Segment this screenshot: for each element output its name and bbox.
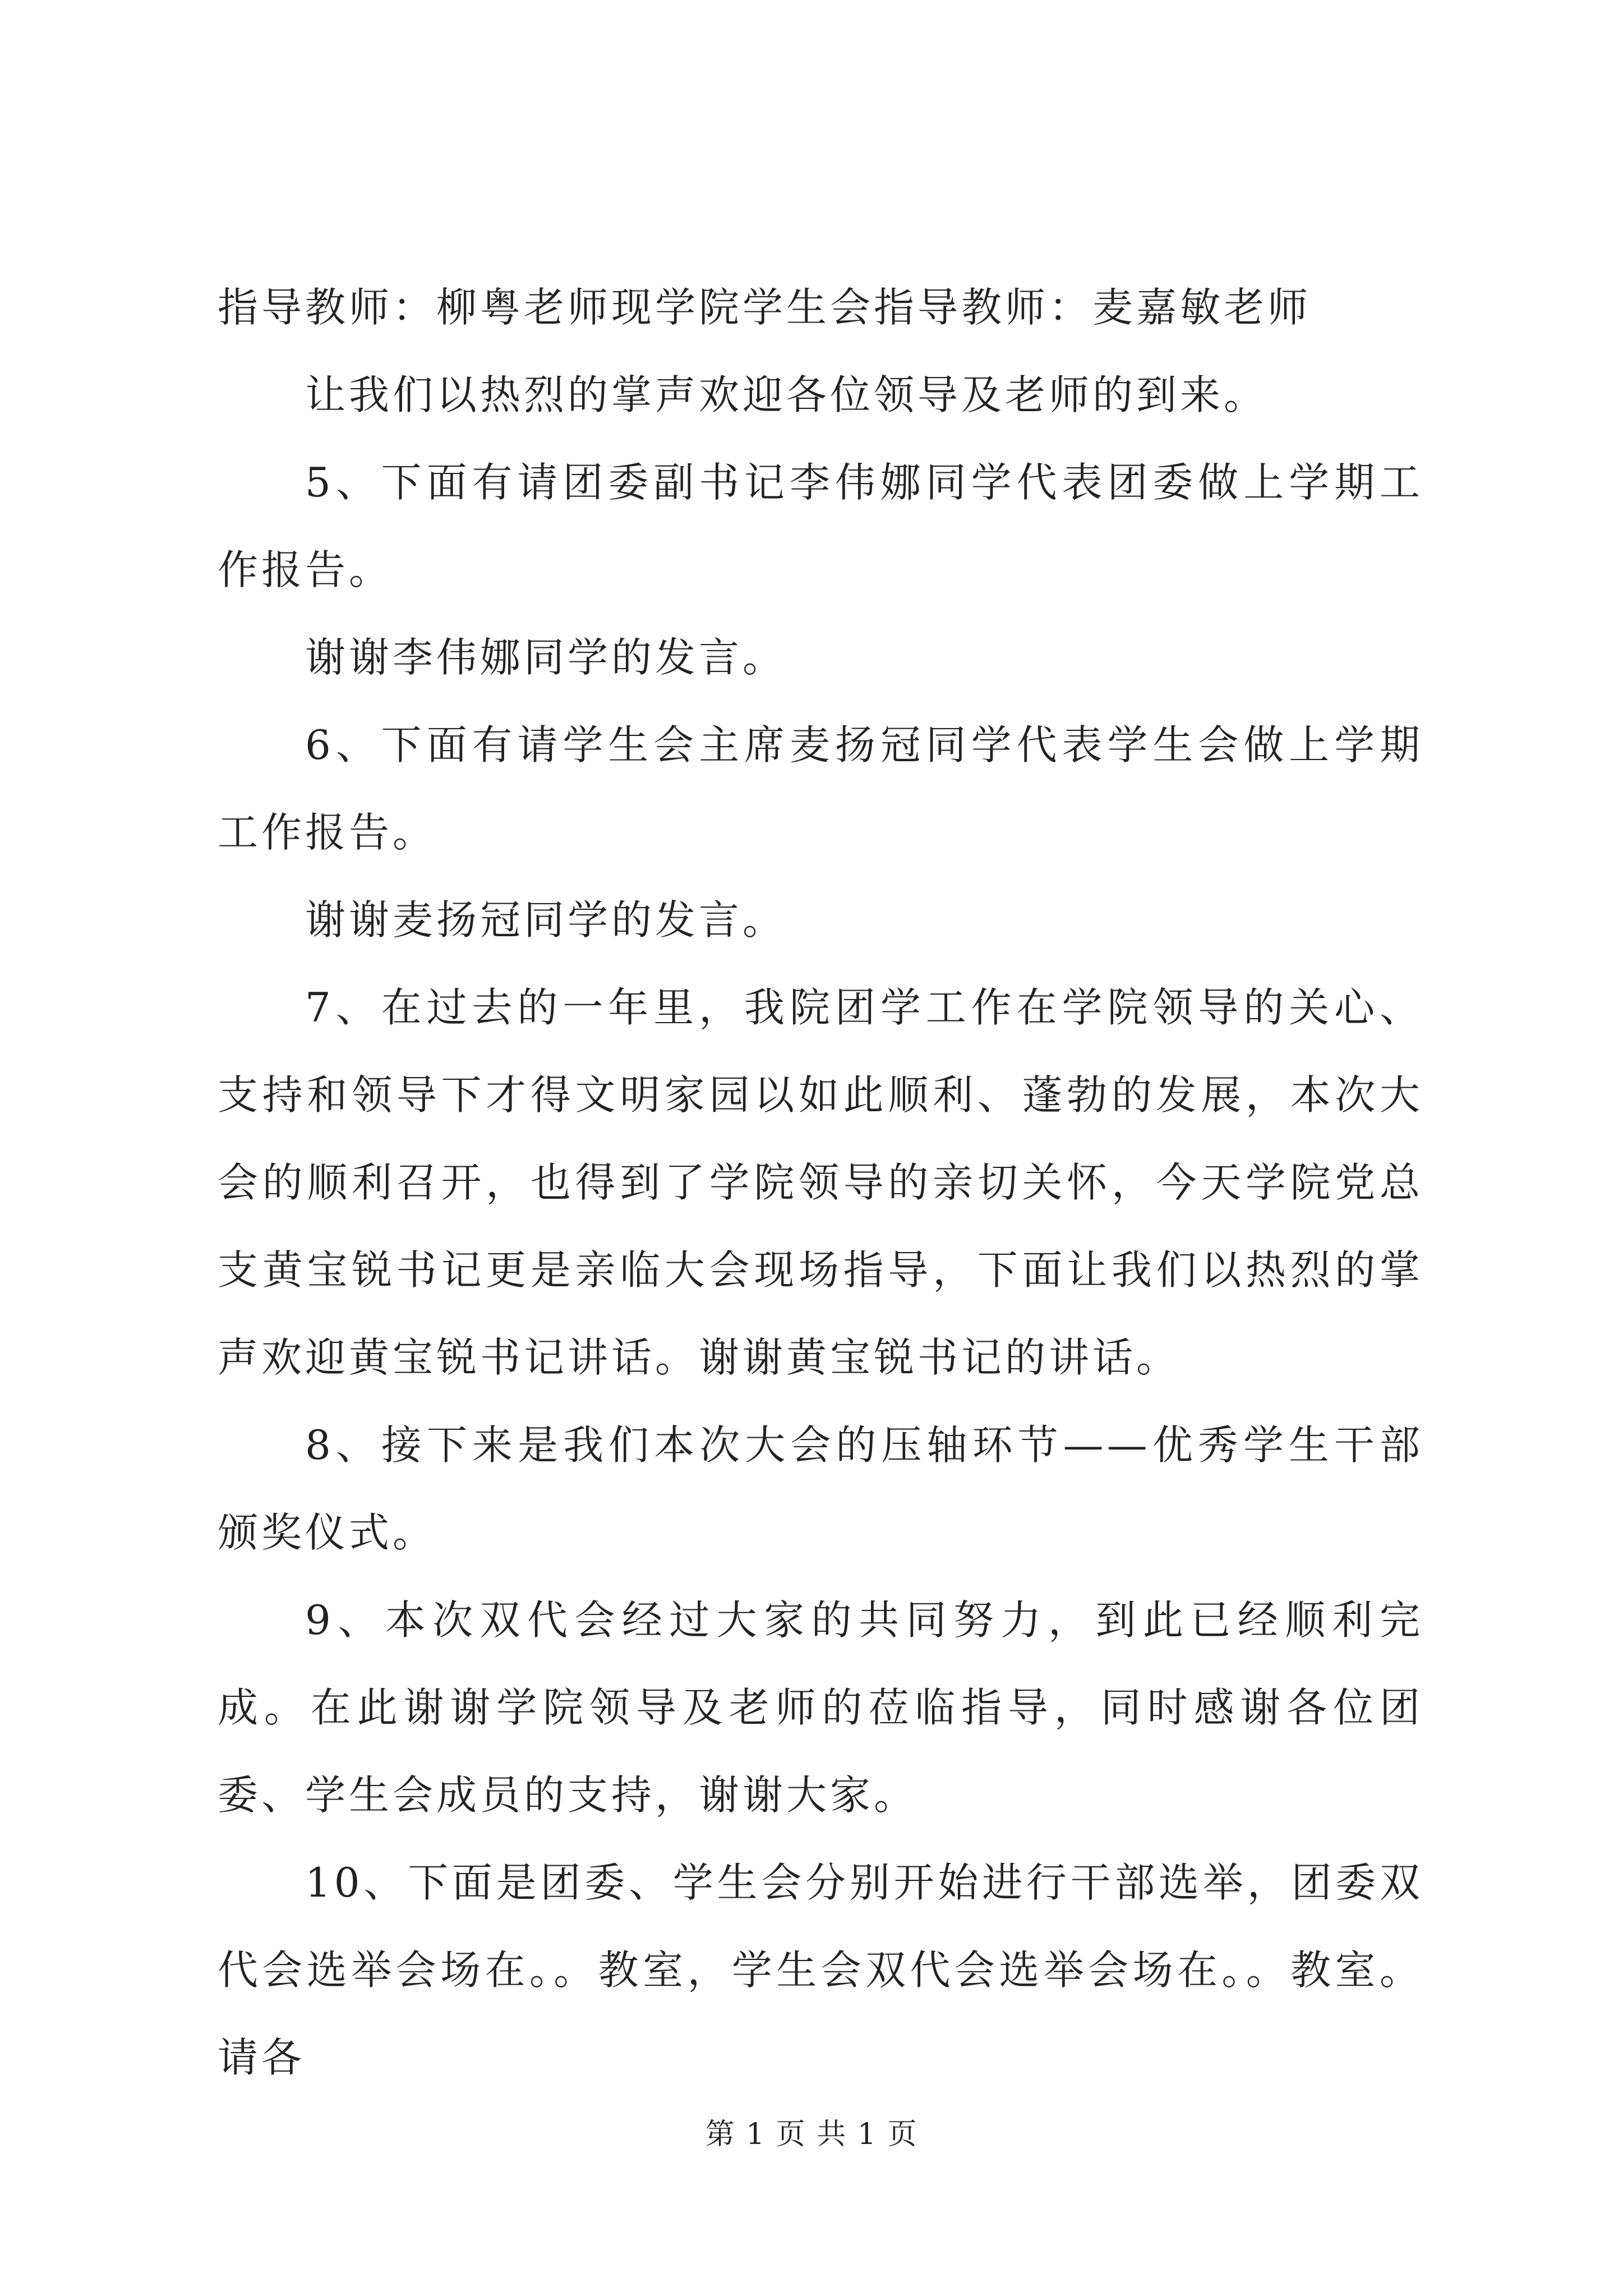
paragraph-thanks-mai: 谢谢麦扬冠同学的发言。 <box>305 896 787 944</box>
paragraph-item-8: 8、接下来是我们本次大会的压轴环节——优秀学生干部颁奖仪式。 <box>218 1421 1423 1556</box>
document-body <box>218 264 1423 2101</box>
paragraph-advisors: 指导教师：柳粤老师现学院学生会指导教师：麦嘉敏老师 <box>218 284 1312 331</box>
paragraph-item-5: 5、下面有请团委副书记李伟娜同学代表团委做上学期工作报告。 <box>218 459 1423 593</box>
paragraph-item-10: 10、下面是团委、学生会分别开始进行干部选举，团委双代会选举会场在。。教室，学生会双代会选举会场在。。教室。请各 <box>218 1859 1423 2081</box>
paragraph-item-6: 6、下面有请学生会主席麦扬冠同学代表学生会做上学期工作报告。 <box>218 721 1423 856</box>
paragraph-item-7: 7、在过去的一年里，我院团学工作在学院领导的关心、支持和领导下才得文明家园以如此顺利、蓬勃的发展，本次大会的顺利召开，也得到了学院领导的亲切关怀，今天学院党总支黄宝锐书记更是亲临大会现场指导，下面让我们以热烈的掌声欢迎黄宝锐书记讲话。谢谢黄宝锐书记的讲话。 <box>218 984 1423 1381</box>
page-number-footer: 第 1 页 共 1 页 <box>705 2118 918 2151</box>
paragraph-item-9: 9、本次双代会经过大家的共同努力，到此已经顺利完成。在此谢谢学院领导及老师的莅临指导，同时感谢各位团委、学生会成员的支持，谢谢大家。 <box>218 1596 1423 1819</box>
paragraph-welcome: 让我们以热烈的掌声欢迎各位领导及老师的到来。 <box>305 371 1268 418</box>
paragraph-thanks-li: 谢谢李伟娜同学的发言。 <box>305 634 787 681</box>
